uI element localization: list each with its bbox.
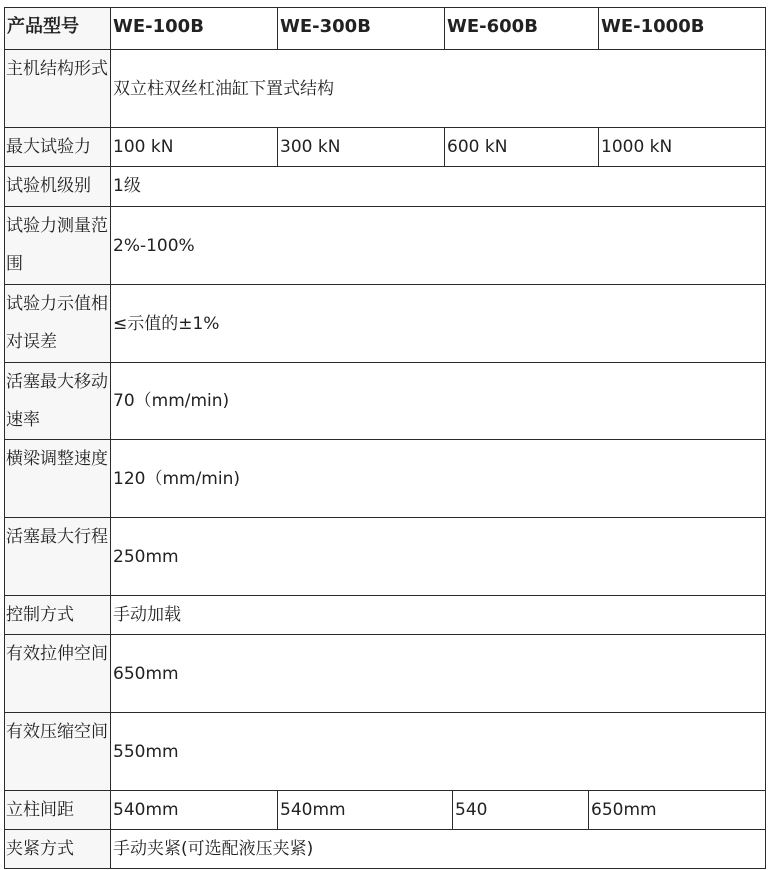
row-value-text: 300 kN	[280, 137, 341, 157]
row-value-text: 70（mm/min)	[113, 391, 230, 411]
row-label	[4, 49, 111, 128]
row-value-text: 540mm	[280, 800, 346, 820]
row-label	[4, 127, 111, 167]
row-value	[110, 712, 766, 791]
row-value	[110, 49, 766, 128]
header-model-cell	[110, 7, 278, 50]
row-value	[444, 127, 599, 167]
row-label-text: 试验机级别	[6, 176, 91, 196]
header-label: 产品型号	[7, 16, 79, 37]
header-model-cell	[444, 7, 599, 50]
header-label-cell	[4, 7, 111, 50]
row-value	[110, 284, 766, 363]
row-label	[4, 284, 111, 363]
row-label-text: 立柱间距	[6, 800, 74, 820]
row-value-text: 250mm	[113, 546, 179, 567]
row-value-text: 550mm	[113, 741, 179, 762]
row-label	[4, 362, 111, 440]
row-value-text: 100 kN	[113, 137, 174, 157]
row-value-text: 600 kN	[447, 137, 508, 157]
row-value	[110, 127, 278, 167]
row-value-text: 双立柱双丝杠油缸下置式结构	[113, 78, 334, 99]
row-label-text: 试验力测量范围	[6, 216, 108, 274]
row-label	[4, 206, 111, 285]
row-label	[4, 634, 111, 713]
row-value-text: ≤示值的±1%	[113, 313, 220, 334]
row-value	[452, 790, 589, 830]
row-value-text: 手动加载	[113, 605, 181, 625]
row-label-text: 有效压缩空间	[6, 722, 108, 742]
row-value	[110, 439, 766, 518]
row-label-text: 主机结构形式	[6, 59, 108, 79]
row-value	[110, 362, 766, 440]
row-value	[110, 790, 278, 830]
row-label	[4, 166, 111, 207]
row-label	[4, 439, 111, 518]
row-label-text: 有效拉伸空间	[6, 644, 108, 664]
header-model-cell	[598, 7, 766, 50]
row-value-text: 手动夹紧(可选配液压夹紧)	[113, 839, 314, 859]
row-label	[4, 790, 111, 830]
row-label	[4, 517, 111, 596]
row-label-text: 控制方式	[6, 605, 74, 625]
row-value	[277, 127, 445, 167]
row-label	[4, 712, 111, 791]
row-label-text: 夹紧方式	[6, 839, 74, 859]
row-value	[588, 790, 766, 830]
row-value-text: 1级	[113, 176, 141, 196]
row-value	[110, 634, 766, 713]
row-value	[110, 517, 766, 596]
row-value	[110, 829, 766, 869]
row-value	[110, 166, 766, 207]
row-value-text: 650mm	[591, 800, 657, 820]
row-label-text: 活塞最大行程	[6, 527, 108, 547]
row-label-text: 最大试验力	[6, 137, 91, 157]
row-value-text: 540	[455, 800, 488, 820]
row-value-text: 650mm	[113, 663, 179, 684]
row-value-text: 2%-100%	[113, 235, 195, 256]
row-value-text: 540mm	[113, 800, 179, 820]
row-value-text: 1000 kN	[601, 137, 673, 157]
row-value	[277, 790, 453, 830]
row-label	[4, 829, 111, 869]
header-model: WE-100B	[113, 16, 204, 37]
header-model-cell	[277, 7, 445, 50]
row-value-text: 120（mm/min)	[113, 468, 240, 489]
header-model: WE-600B	[447, 16, 538, 37]
row-value	[110, 206, 766, 285]
row-label-text: 活塞最大移动速率	[6, 372, 108, 430]
row-label-text: 试验力示值相对误差	[6, 294, 108, 352]
header-model: WE-300B	[280, 16, 371, 37]
row-label-text: 横梁调整速度	[6, 449, 108, 469]
row-label	[4, 595, 111, 635]
row-value	[598, 127, 766, 167]
header-model: WE-1000B	[601, 16, 705, 37]
row-value	[110, 595, 766, 635]
